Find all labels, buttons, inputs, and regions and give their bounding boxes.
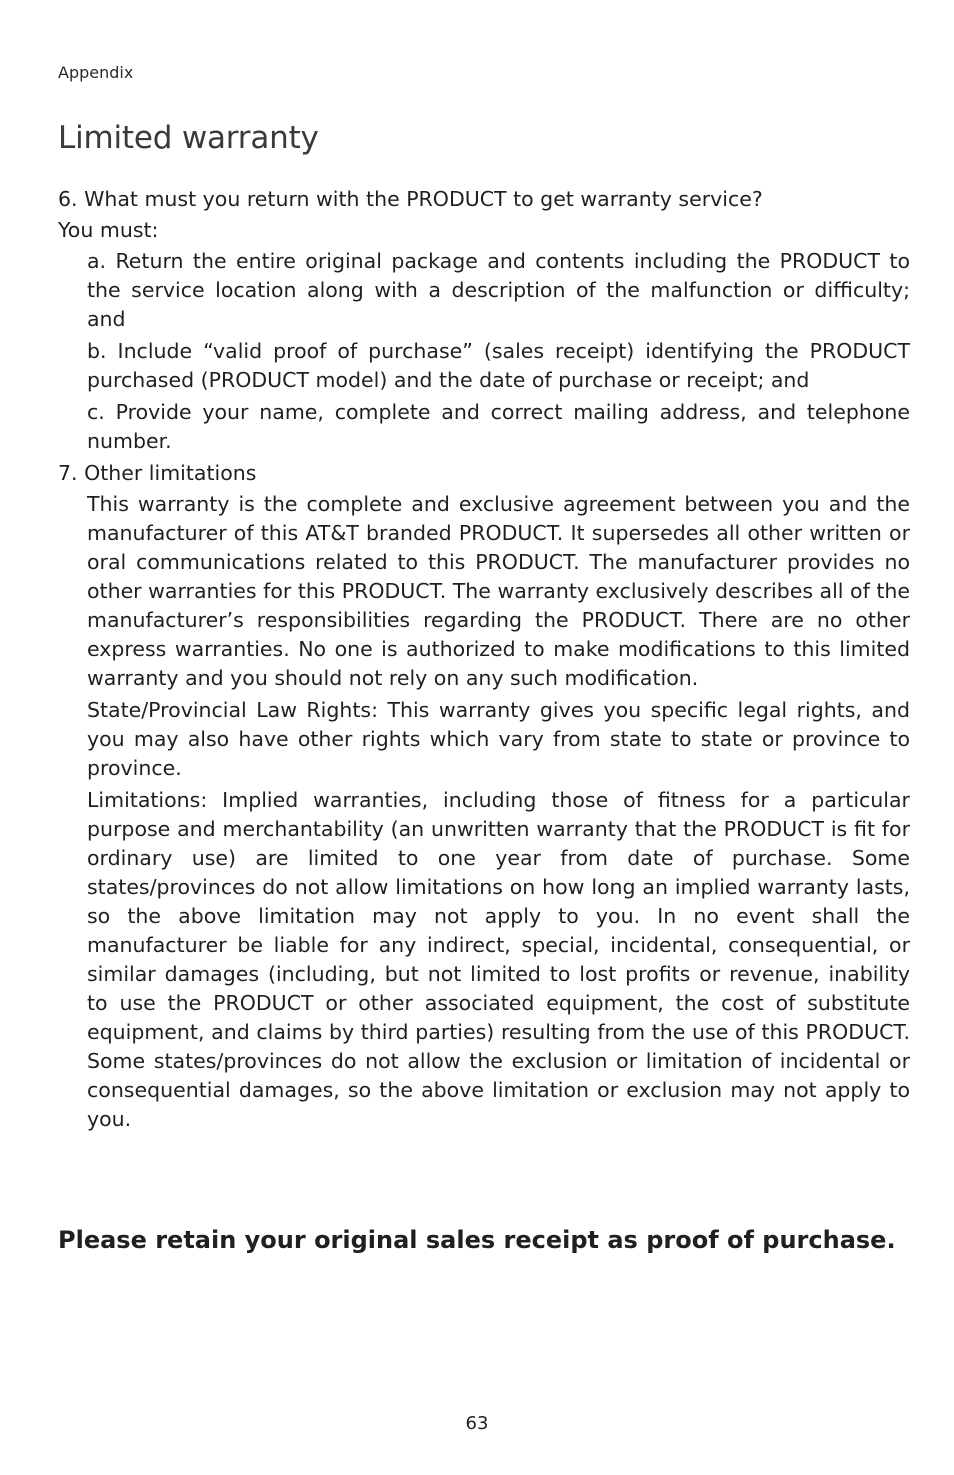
warranty-content (58, 185, 910, 1134)
paragraph-exclusive-agreement: This warranty is the complete and exclusive agreement between you and the manufacturer of this AT&T branded PRODUCT. It supersedes all other written or oral communications related to this PRODUCT. The manufacturer provides no other warranties for this PRODUCT. The warranty exclusively describes all of the manufacturer’s responsibilities regarding the PRODUCT. There are no other express warranties. No one is authorized to make modifications to this limited warranty and you should not rely on any such modification. (87, 492, 910, 690)
section-7-heading: 7. Other limitations (58, 461, 257, 485)
page-title: Limited warranty (58, 120, 319, 156)
paragraph-law-rights: State/Provincial Law Rights: This warranty gives you specific legal rights, and you may also have other rights which vary from state to state or province to province. (87, 698, 910, 780)
list-item-c: c. Provide your name, complete and correct mailing address, and telephone number. (87, 400, 910, 453)
list-item-a: a. Return the entire original package and contents including the PRODUCT to the service location along with a description of the malfunction or difficulty; and (87, 249, 910, 331)
section-label: Appendix (58, 63, 134, 82)
list-item-b: b. Include “valid proof of purchase” (sales receipt) identifying the PRODUCT purchased (PRODUCT model) and the date of purchase or receipt; and (87, 339, 910, 392)
question-6-intro: You must: (58, 218, 159, 242)
question-6-heading: 6. What must you return with the PRODUCT to get warranty service? (58, 187, 763, 211)
paragraph-limitations: Limitations: Implied warranties, including those of fitness for a particular purpose and merchantability (an unwritten warranty that the PRODUCT is fit for ordinary use) are limited to one year from date of purchase. Some states/provinces do not allow limitations on how long an implied warranty lasts, so the above limitation may not apply to you. In no event shall the manufacturer be liable for any indirect, special, incidental, consequential, or similar damages (including, but not limited to lost profits or revenue, inability to use the PRODUCT or other associated equipment, the cost of substitute equipment, and claims by third parties) resulting from the use of this PRODUCT. Some states/provinces do not allow the exclusion or limitation of incidental or consequential damages, so the above limitation or exclusion may not apply to you. (87, 788, 910, 1131)
retain-receipt-note: Please retain your original sales receipt as proof of purchase. (58, 1226, 896, 1254)
page-number: 63 (465, 1413, 489, 1434)
